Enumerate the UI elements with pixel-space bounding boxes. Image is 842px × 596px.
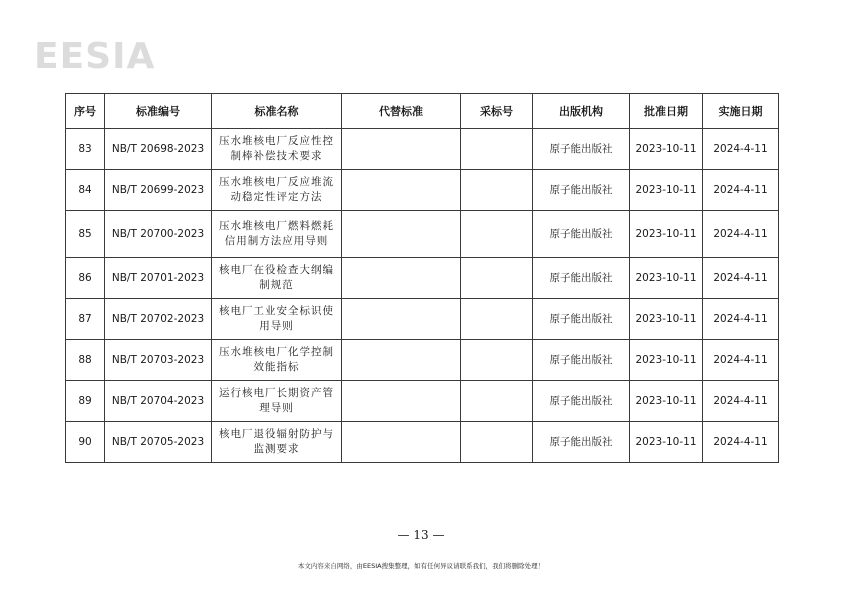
table-row: [66, 129, 779, 170]
row-effective: 2024-4-11: [703, 211, 779, 258]
row-publisher: 原子能出版社: [533, 299, 630, 340]
row-no: 90: [66, 422, 105, 463]
row-adopted: [461, 129, 533, 170]
row-name: 压水堆核电厂化学控制效能指标: [212, 340, 342, 381]
row-code: NB/T 20701-2023: [105, 258, 212, 299]
row-publisher: 原子能出版社: [533, 340, 630, 381]
row-approved: 2023-10-11: [630, 258, 703, 299]
row-effective: 2024-4-11: [703, 170, 779, 211]
row-adopted: [461, 170, 533, 211]
row-replaces: [342, 129, 461, 170]
row-name: 核电厂工业安全标识使用导则: [212, 299, 342, 340]
row-publisher: 原子能出版社: [533, 170, 630, 211]
table-row: [66, 299, 779, 340]
page-number: — 13 —: [397, 528, 445, 542]
row-code: NB/T 20703-2023: [105, 340, 212, 381]
row-no: 89: [66, 381, 105, 422]
eesia-logo: EESIA: [34, 36, 156, 77]
row-name: 压水堆核电厂反应性控制棒补偿技术要求: [212, 129, 342, 170]
row-approved: 2023-10-11: [630, 422, 703, 463]
row-replaces: [342, 211, 461, 258]
row-effective: 2024-4-11: [703, 258, 779, 299]
row-adopted: [461, 211, 533, 258]
row-publisher: 原子能出版社: [533, 211, 630, 258]
row-no: 83: [66, 129, 105, 170]
row-no: 88: [66, 340, 105, 381]
row-replaces: [342, 170, 461, 211]
row-code: NB/T 20698-2023: [105, 129, 212, 170]
header-effective: 实施日期: [703, 94, 779, 129]
table-header-row: [66, 94, 779, 129]
row-effective: 2024-4-11: [703, 340, 779, 381]
row-replaces: [342, 381, 461, 422]
row-name: 压水堆核电厂反应堆流动稳定性评定方法: [212, 170, 342, 211]
table-row: [66, 340, 779, 381]
row-adopted: [461, 422, 533, 463]
row-effective: 2024-4-11: [703, 129, 779, 170]
header-no: 序号: [66, 94, 105, 129]
row-replaces: [342, 422, 461, 463]
header-approved: 批准日期: [630, 94, 703, 129]
row-publisher: 原子能出版社: [533, 381, 630, 422]
header-code: 标准编号: [105, 94, 212, 129]
row-no: 84: [66, 170, 105, 211]
row-name: 运行核电厂长期资产管理导则: [212, 381, 342, 422]
row-publisher: 原子能出版社: [533, 129, 630, 170]
row-approved: 2023-10-11: [630, 170, 703, 211]
table-row: [66, 422, 779, 463]
header-publisher: 出版机构: [533, 94, 630, 129]
row-adopted: [461, 381, 533, 422]
header-adopted: 采标号: [461, 94, 533, 129]
row-no: 85: [66, 211, 105, 258]
row-adopted: [461, 299, 533, 340]
row-code: NB/T 20705-2023: [105, 422, 212, 463]
row-name: 压水堆核电厂燃料燃耗信用制方法应用导则: [212, 211, 342, 258]
header-replaces: 代替标准: [342, 94, 461, 129]
row-code: NB/T 20702-2023: [105, 299, 212, 340]
row-replaces: [342, 258, 461, 299]
row-effective: 2024-4-11: [703, 299, 779, 340]
row-replaces: [342, 299, 461, 340]
row-approved: 2023-10-11: [630, 340, 703, 381]
row-approved: 2023-10-11: [630, 381, 703, 422]
table-row: [66, 211, 779, 258]
row-no: 86: [66, 258, 105, 299]
table-row: [66, 258, 779, 299]
row-code: NB/T 20700-2023: [105, 211, 212, 258]
row-code: NB/T 20704-2023: [105, 381, 212, 422]
row-name: 核电厂在役检查大纲编制规范: [212, 258, 342, 299]
footer-notice: 本文内容来自网络，由EESIA搜集整理，如有任何异议请联系我们，我们将删除处理！: [297, 562, 545, 570]
row-effective: 2024-4-11: [703, 422, 779, 463]
row-publisher: 原子能出版社: [533, 258, 630, 299]
row-adopted: [461, 258, 533, 299]
row-effective: 2024-4-11: [703, 381, 779, 422]
row-name: 核电厂退役辐射防护与监测要求: [212, 422, 342, 463]
row-no: 87: [66, 299, 105, 340]
row-adopted: [461, 340, 533, 381]
row-publisher: 原子能出版社: [533, 422, 630, 463]
table-row: [66, 381, 779, 422]
row-approved: 2023-10-11: [630, 211, 703, 258]
row-approved: 2023-10-11: [630, 129, 703, 170]
row-replaces: [342, 340, 461, 381]
row-approved: 2023-10-11: [630, 299, 703, 340]
table-row: [66, 170, 779, 211]
standards-table: [65, 93, 779, 463]
header-name: 标准名称: [212, 94, 342, 129]
row-code: NB/T 20699-2023: [105, 170, 212, 211]
